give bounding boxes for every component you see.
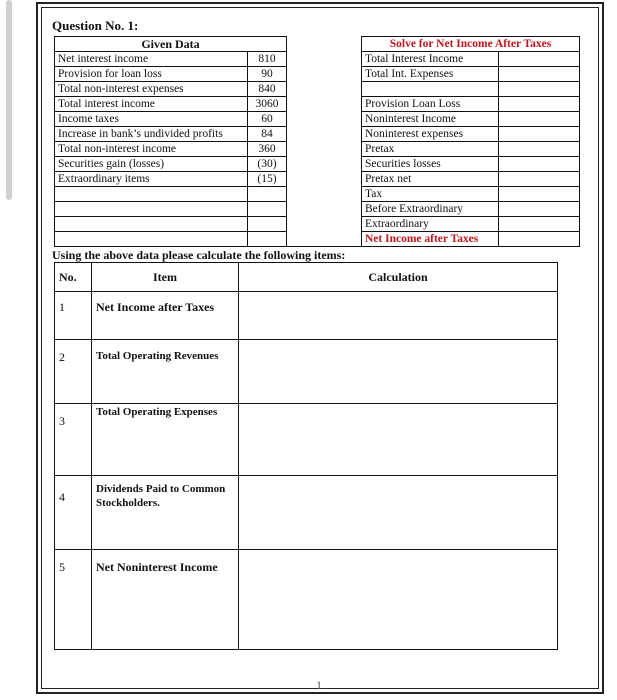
solve-answer-cell[interactable] (499, 67, 580, 82)
calculation-cell[interactable] (239, 404, 558, 476)
given-label: Income taxes (55, 112, 248, 127)
given-data-table (54, 36, 580, 247)
calculation-cell[interactable] (239, 340, 558, 404)
row-number: 2 (55, 340, 92, 404)
row-number: 3 (55, 404, 92, 476)
row-number: 1 (55, 292, 92, 340)
solve-label: Provision Loan Loss (362, 97, 499, 112)
given-label (55, 232, 248, 247)
table-row (55, 550, 558, 650)
solve-answer-cell[interactable] (499, 127, 580, 142)
solve-label: Total Int. Expenses (362, 67, 499, 82)
table-row (55, 476, 558, 550)
solve-answer-cell[interactable] (499, 112, 580, 127)
solve-label: Noninterest Income (362, 112, 499, 127)
solve-answer-cell[interactable] (499, 187, 580, 202)
instruction-text: Using the above data please calculate the following items: (52, 248, 346, 262)
solve-label: Pretax (362, 142, 499, 157)
solve-label: Extraordinary (362, 217, 499, 232)
solve-answer-cell[interactable] (499, 217, 580, 232)
header-no: No. (55, 263, 92, 292)
calculation-table (54, 262, 558, 650)
table-row (55, 67, 580, 82)
given-label: Securities gain (losses) (55, 157, 248, 172)
solve-label: Before Extraordinary (362, 202, 499, 217)
table-row (55, 157, 580, 172)
row-item: Total Operating Revenues (92, 340, 239, 404)
solve-header: Solve for Net Income After Taxes (362, 37, 580, 52)
given-label: Increase in bank’s undivided profits (55, 127, 248, 142)
row-item: Total Operating Expenses (92, 404, 239, 476)
solve-label (362, 82, 499, 97)
given-label (55, 217, 248, 232)
table-row (55, 217, 580, 232)
given-value: 810 (248, 52, 287, 67)
solve-answer-cell[interactable] (499, 97, 580, 112)
table-row (55, 202, 580, 217)
row-number: 5 (55, 550, 92, 650)
solve-label: Securities losses (362, 157, 499, 172)
given-label: Total interest income (55, 97, 248, 112)
given-label: Total non-interest expenses (55, 82, 248, 97)
given-label (55, 187, 248, 202)
solve-answer-cell[interactable] (499, 52, 580, 67)
table-row (55, 404, 558, 476)
question-title: Question No. 1: (52, 18, 139, 33)
given-value: 60 (248, 112, 287, 127)
table-row (55, 232, 580, 247)
table-row (55, 82, 580, 97)
table-row (55, 172, 580, 187)
table-row (55, 187, 580, 202)
header-calculation: Calculation (239, 263, 558, 292)
given-label: Provision for loan loss (55, 67, 248, 82)
table-row (55, 97, 580, 112)
given-value: 840 (248, 82, 287, 97)
solve-answer-cell[interactable] (499, 172, 580, 187)
given-value (248, 187, 287, 202)
given-value: (30) (248, 157, 287, 172)
row-item: Dividends Paid to Common Stockholders. (92, 476, 239, 550)
solve-answer-cell[interactable] (499, 82, 580, 97)
calc-header-row (55, 263, 558, 292)
table-row (55, 340, 558, 404)
given-label: Extraordinary items (55, 172, 248, 187)
given-value (248, 232, 287, 247)
solve-answer-cell[interactable] (499, 202, 580, 217)
row-item: Net Noninterest Income (92, 550, 239, 650)
given-header-row (55, 37, 580, 52)
given-value: 84 (248, 127, 287, 142)
solve-label: Tax (362, 187, 499, 202)
given-label: Net interest income (55, 52, 248, 67)
table-row (55, 142, 580, 157)
table-row (55, 292, 558, 340)
row-number: 4 (55, 476, 92, 550)
table-row (55, 112, 580, 127)
given-label (55, 202, 248, 217)
table-row (55, 52, 580, 67)
calculation-cell[interactable] (239, 292, 558, 340)
header-item: Item (92, 263, 239, 292)
solve-answer-cell[interactable] (499, 157, 580, 172)
solve-label-final: Net Income after Taxes (362, 232, 499, 247)
solve-answer-cell[interactable] (499, 142, 580, 157)
given-value: 3060 (248, 97, 287, 112)
given-label: Total non-interest income (55, 142, 248, 157)
given-value: 360 (248, 142, 287, 157)
document-page (36, 2, 604, 694)
page-number: 1 (316, 678, 322, 692)
calculation-cell[interactable] (239, 476, 558, 550)
solve-label: Noninterest expenses (362, 127, 499, 142)
given-value: 90 (248, 67, 287, 82)
solve-label: Pretax net (362, 172, 499, 187)
given-value (248, 202, 287, 217)
table-row (55, 127, 580, 142)
scrollbar[interactable] (6, 0, 12, 200)
solve-answer-cell[interactable] (499, 232, 580, 247)
solve-label: Total Interest Income (362, 52, 499, 67)
table-gap (287, 37, 362, 52)
row-item: Net Income after Taxes (92, 292, 239, 340)
calculation-cell[interactable] (239, 550, 558, 650)
given-value (248, 217, 287, 232)
given-data-header: Given Data (55, 37, 287, 52)
given-value: (15) (248, 172, 287, 187)
